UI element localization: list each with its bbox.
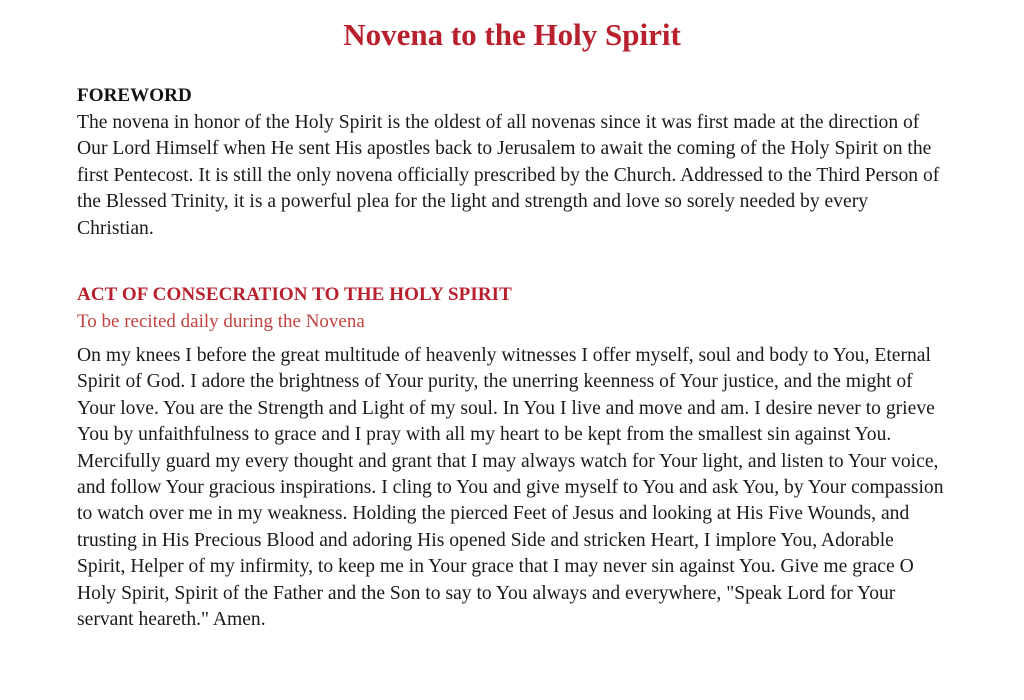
page-title: Novena to the Holy Spirit xyxy=(343,17,681,52)
foreword-section xyxy=(77,84,947,242)
consecration-subheading: To be recited daily during the Novena xyxy=(77,311,365,332)
consecration-heading: ACT OF CONSECRATION TO THE HOLY SPIRIT xyxy=(77,284,512,305)
foreword-text: The novena in honor of the Holy Spirit is the oldest of all novenas since it was first made at the direction of Our Lord Himself when He sent His apostles back to Jerusalem to await the coming of the Holy Spirit on the first Pentecost. It is still the only novena officially prescribed by the Church. Addressed to the Third Person of the Blessed Trinity, it is a powerful plea for the light and strength and love so sorely needed by every Christian. xyxy=(77,112,940,239)
consecration-section xyxy=(77,283,947,633)
consecration-prayer-text: On my knees I before the great multitude of heavenly witnesses I offer myself, soul and body to You, Eternal Spirit of God. I adore the brightness of Your purity, the unerring keenness of Your justice, and the might of Your love. You are the Strength and Light of my soul. In You I live and move and am. I desire never to grieve You by unfaithfulness to grace and I pray with all my heart to be kept from the smallest sin against You. Mercifully guard my every thought and grant that I may always watch for Your light, and listen to Your voice, and follow Your gracious inspirations. I cling to You and give myself to You and ask You, by Your compassion to watch over me in my weakness. Holding the pierced Feet of Jesus and looking at His Five Wounds, and trusting in His Precious Blood and adoring His opened Side and stricken Heart, I implore You, Adorable Spirit, Helper of my infirmity, to keep me in Your grace that I may never sin against You. Give me grace O Holy Spirit, Spirit of the Father and the Son to say to You always and everywhere, "Speak Lord for Your servant heareth." Amen. xyxy=(77,345,944,631)
foreword-heading: FOREWORD xyxy=(77,85,192,106)
